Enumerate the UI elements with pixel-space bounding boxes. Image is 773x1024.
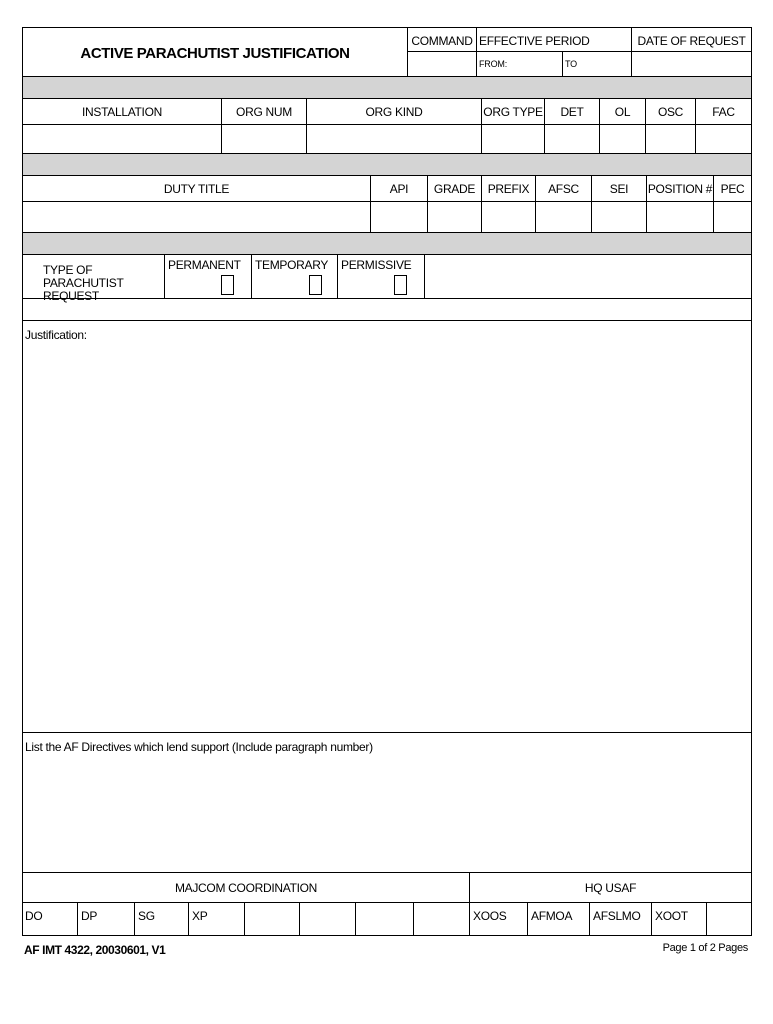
- duty-col-label: SEI: [609, 182, 629, 196]
- effective-period-label: EFFECTIVE PERIOD: [479, 34, 590, 48]
- to-label: TO: [565, 59, 577, 69]
- org-col-org-num: [221, 99, 306, 124]
- to-field[interactable]: [562, 51, 631, 76]
- permanent-checkbox[interactable]: [221, 275, 234, 295]
- org-label-row: [23, 99, 751, 125]
- header-row: [23, 28, 751, 77]
- request-type-label-cell: [23, 255, 164, 303]
- prefix-input[interactable]: [481, 202, 535, 232]
- org-col-label: INSTALLATION: [82, 105, 162, 119]
- coordination-offices-row: [23, 903, 751, 935]
- majcom-coordination-label: MAJCOM COORDINATION: [174, 881, 318, 895]
- divider: [408, 51, 476, 52]
- org-type-input[interactable]: [481, 125, 544, 153]
- request-type-label: TYPE OF PARACHUTIST REQUEST: [43, 263, 124, 303]
- duty-title-input[interactable]: [23, 202, 370, 232]
- duty-col-sei: [591, 176, 646, 201]
- org-col-osc: [645, 99, 695, 124]
- org-entry-row: [23, 125, 751, 154]
- duty-col-label: PEC: [720, 182, 745, 196]
- org-col-label: ORG KIND: [365, 105, 423, 119]
- afsc-input[interactable]: [535, 202, 591, 232]
- duty-col-label: GRADE: [433, 182, 476, 196]
- section-divider-band: [23, 154, 751, 176]
- justification-label: Justification:: [25, 328, 87, 342]
- permissive-checkbox[interactable]: [394, 275, 407, 295]
- org-col-ol: [599, 99, 645, 124]
- permissive-option[interactable]: [337, 255, 424, 298]
- duty-col-grade: [427, 176, 481, 201]
- org-col-label: ORG NUM: [236, 105, 292, 119]
- majcom-coordination-cell: [23, 873, 469, 902]
- org-col-label: ORG TYPE: [483, 105, 543, 119]
- org-col-label: DET: [560, 105, 584, 119]
- from-label: FROM:: [479, 59, 507, 69]
- office-label: XP: [192, 909, 208, 923]
- justification-area[interactable]: [23, 321, 751, 733]
- office-label: SG: [138, 909, 155, 923]
- org-col-org-type: [481, 99, 544, 124]
- duty-col-duty-title: [23, 176, 370, 201]
- coordination-header-row: [23, 873, 751, 903]
- org-col-label: OSC: [657, 105, 684, 119]
- permanent-option[interactable]: [164, 255, 251, 298]
- ol-input[interactable]: [599, 125, 645, 153]
- api-input[interactable]: [370, 202, 427, 232]
- grade-input[interactable]: [427, 202, 481, 232]
- temporary-option[interactable]: [251, 255, 337, 298]
- temporary-checkbox[interactable]: [309, 275, 322, 295]
- osc-input[interactable]: [645, 125, 695, 153]
- det-input[interactable]: [544, 125, 599, 153]
- duty-col-pec: [713, 176, 751, 201]
- duty-col-label: POSITION #: [647, 182, 713, 196]
- duty-label-row: [23, 176, 751, 202]
- duty-col-prefix: [481, 176, 535, 201]
- org-col-org-kind: [306, 99, 481, 124]
- directives-label: List the AF Directives which lend support (Include paragraph number): [25, 740, 373, 754]
- section-divider-band: [23, 77, 751, 99]
- duty-col-label: PREFIX: [487, 182, 530, 196]
- effective-period-cell: [476, 28, 631, 76]
- duty-col-label: AFSC: [548, 182, 579, 196]
- org-col-det: [544, 99, 599, 124]
- coord-sg[interactable]: [134, 903, 188, 935]
- coord-xoos[interactable]: [469, 903, 527, 935]
- form-identifier: AF IMT 4322, 20030601, V1: [24, 943, 166, 957]
- request-type-blank: [424, 255, 751, 298]
- office-label: XOOT: [655, 909, 688, 923]
- org-col-fac: [695, 99, 751, 124]
- duty-col-api: [370, 176, 427, 201]
- coord-dp[interactable]: [77, 903, 134, 935]
- org-num-input[interactable]: [221, 125, 306, 153]
- date-of-request-label: DATE OF REQUEST: [637, 34, 746, 48]
- directives-area[interactable]: [23, 733, 751, 873]
- office-label: XOOS: [473, 909, 507, 923]
- org-col-label: FAC: [712, 105, 735, 119]
- duty-col-position: [646, 176, 713, 201]
- office-label: AFMOA: [531, 909, 573, 923]
- section-divider-band: [23, 233, 751, 255]
- permissive-label: PERMISSIVE: [341, 258, 412, 272]
- duty-col-label: DUTY TITLE: [163, 182, 230, 196]
- parachutist-justification-form: [22, 27, 752, 936]
- coord-blank-4[interactable]: [413, 903, 469, 935]
- coord-blank-5[interactable]: [706, 903, 751, 935]
- hq-usaf-cell: [469, 873, 751, 902]
- coord-afslmo[interactable]: [589, 903, 651, 935]
- office-label: DP: [81, 909, 98, 923]
- coord-xoot[interactable]: [651, 903, 706, 935]
- org-kind-input[interactable]: [306, 125, 481, 153]
- divider: [632, 51, 751, 52]
- sei-input[interactable]: [591, 202, 646, 232]
- hq-usaf-label: HQ USAF: [584, 881, 637, 895]
- request-type-row: [23, 255, 751, 303]
- coord-do[interactable]: [23, 903, 77, 935]
- coord-blank-2[interactable]: [299, 903, 355, 935]
- installation-input[interactable]: [23, 125, 221, 153]
- duty-col-label: API: [389, 182, 409, 196]
- spacer-row: [23, 299, 751, 321]
- date-of-request-cell[interactable]: [631, 28, 751, 76]
- duty-col-afsc: [535, 176, 591, 201]
- org-col-label: OL: [614, 105, 631, 119]
- position-number-input[interactable]: [646, 202, 713, 232]
- from-field[interactable]: [477, 51, 562, 76]
- coord-blank-3[interactable]: [355, 903, 413, 935]
- temporary-label: TEMPORARY: [255, 258, 329, 272]
- form-title: ACTIVE PARACHUTIST JUSTIFICATION: [80, 45, 350, 62]
- office-label: DO: [25, 909, 43, 923]
- pec-input[interactable]: [713, 202, 751, 232]
- coord-xp[interactable]: [188, 903, 244, 935]
- fac-input[interactable]: [695, 125, 751, 153]
- duty-entry-row: [23, 202, 751, 233]
- org-col-installation: [23, 99, 221, 124]
- command-label: COMMAND: [411, 34, 473, 48]
- page-indicator: Page 1 of 2 Pages: [662, 942, 748, 954]
- command-cell[interactable]: [407, 28, 476, 76]
- coord-afmoa[interactable]: [527, 903, 589, 935]
- office-label: AFSLMO: [593, 909, 641, 923]
- coord-blank-1[interactable]: [244, 903, 299, 935]
- permanent-label: PERMANENT: [168, 258, 241, 272]
- title-cell: [23, 28, 407, 76]
